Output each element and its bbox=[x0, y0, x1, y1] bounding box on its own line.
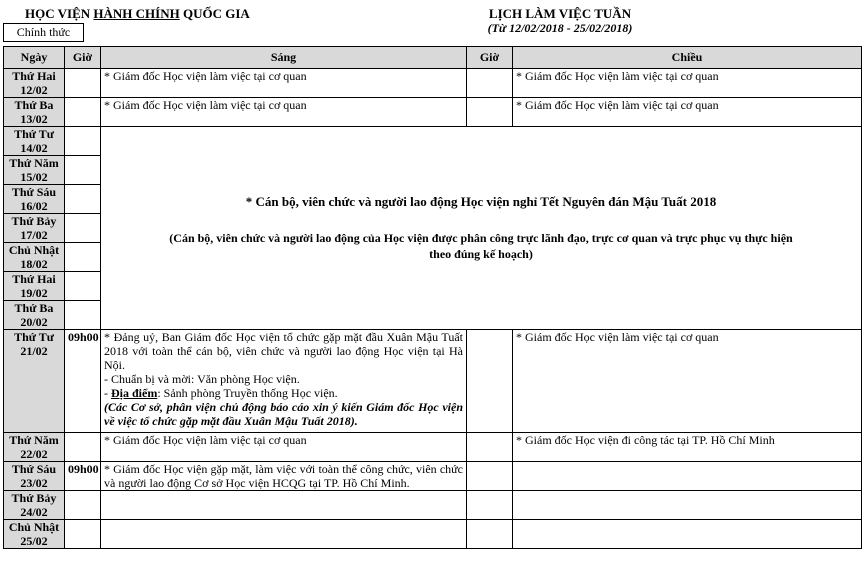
afternoon-activity bbox=[513, 462, 862, 491]
afternoon-activity bbox=[513, 491, 862, 520]
day-date: 14/02 bbox=[20, 141, 48, 155]
org-name-part: HỌC VIỆN bbox=[25, 6, 94, 21]
time-cell bbox=[65, 185, 101, 214]
day-name: Thứ Hai bbox=[12, 272, 56, 286]
day-cell bbox=[4, 272, 65, 301]
day-date: 20/02 bbox=[20, 315, 48, 329]
column-header-afternoon: Chiều bbox=[513, 47, 862, 69]
day-date: 13/02 bbox=[20, 112, 48, 126]
day-name: Thứ Tư bbox=[14, 330, 54, 344]
morning-activity: * Giám đốc Học viện làm việc tại cơ quan bbox=[101, 69, 467, 98]
column-header-day: Ngày bbox=[4, 47, 65, 69]
header-row bbox=[4, 47, 862, 69]
table-row bbox=[4, 98, 862, 127]
day-name: Thứ Sáu bbox=[11, 462, 57, 476]
column-header-time-afternoon: Giờ bbox=[467, 47, 513, 69]
day-name: Thứ Năm bbox=[9, 433, 59, 447]
day-cell bbox=[4, 330, 65, 433]
morning-activity bbox=[101, 330, 467, 433]
day-date: 19/02 bbox=[20, 286, 48, 300]
day-date: 12/02 bbox=[20, 83, 48, 97]
table-row bbox=[4, 520, 862, 549]
day-date: 16/02 bbox=[20, 199, 48, 213]
day-name: Thứ Bảy bbox=[11, 491, 57, 505]
time-cell: 09h00 bbox=[65, 462, 101, 491]
day-date: 24/02 bbox=[20, 505, 48, 519]
table-row bbox=[4, 69, 862, 98]
activity-note: (Các Cơ sở, phân viện chủ động báo cáo xin ý kiến Giám đốc Học viện về việc tổ chức gặp mặt đầu Xuân Mậu Tuất 2018). bbox=[104, 400, 463, 428]
day-name: Thứ Năm bbox=[9, 156, 59, 170]
time-cell bbox=[65, 301, 101, 330]
morning-activity: * Giám đốc Học viện gặp mặt, làm việc với toàn thể công chức, viên chức và người lao động Cơ sở Học viện HCQG tại TP. Hồ Chí Minh. bbox=[101, 462, 467, 491]
day-cell bbox=[4, 462, 65, 491]
day-cell bbox=[4, 243, 65, 272]
time-cell bbox=[467, 462, 513, 491]
day-cell bbox=[4, 301, 65, 330]
holiday-detail: (Cán bộ, viên chức và người lao động của Học viện được phân công trực lãnh đạo, trực cơ quan và trực phục vụ thực hiện theo đúng kế hoạch) bbox=[169, 231, 793, 261]
location-value: : Sảnh phòng Truyền thống Học viện. bbox=[157, 386, 338, 400]
time-cell bbox=[467, 491, 513, 520]
time-cell bbox=[65, 127, 101, 156]
afternoon-activity: * Giám đốc Học viện làm việc tại cơ quan bbox=[513, 69, 862, 98]
day-name: Thứ Sáu bbox=[11, 185, 57, 199]
official-status-label: Chính thức bbox=[3, 23, 84, 42]
column-header-time: Giờ bbox=[65, 47, 101, 69]
day-name: Thứ Hai bbox=[12, 69, 56, 83]
day-date: 21/02 bbox=[20, 344, 48, 358]
day-name: Chủ Nhật bbox=[8, 243, 60, 257]
time-cell bbox=[65, 520, 101, 549]
day-cell bbox=[4, 433, 65, 462]
page-title: LỊCH LÀM VIỆC TUẦN bbox=[488, 6, 632, 21]
time-cell bbox=[65, 243, 101, 272]
day-name: Thứ Tư bbox=[14, 127, 54, 141]
day-date: 18/02 bbox=[20, 257, 48, 271]
activity-preparation: - Chuẩn bị và mời: Văn phòng Học viện. bbox=[104, 372, 300, 386]
table-row bbox=[4, 330, 862, 433]
morning-activity bbox=[101, 520, 467, 549]
day-cell bbox=[4, 127, 65, 156]
time-cell bbox=[467, 69, 513, 98]
time-cell bbox=[65, 491, 101, 520]
time-cell bbox=[467, 433, 513, 462]
day-name: Thứ Ba bbox=[14, 301, 54, 315]
time-cell bbox=[65, 156, 101, 185]
day-date: 17/02 bbox=[20, 228, 48, 242]
time-cell bbox=[65, 98, 101, 127]
time-cell bbox=[65, 214, 101, 243]
table-row bbox=[4, 127, 862, 156]
afternoon-activity bbox=[513, 520, 862, 549]
time-cell bbox=[65, 433, 101, 462]
holiday-headline: * Cán bộ, viên chức và người lao động Học viện nghỉ Tết Nguyên đán Mậu Tuất 2018 bbox=[245, 194, 717, 209]
day-date: 25/02 bbox=[20, 534, 48, 548]
day-cell bbox=[4, 214, 65, 243]
time-cell bbox=[65, 272, 101, 301]
afternoon-activity: * Giám đốc Học viện đi công tác tại TP. Hồ Chí Minh bbox=[513, 433, 862, 462]
day-date: 23/02 bbox=[20, 476, 48, 490]
afternoon-activity: * Giám đốc Học viện làm việc tại cơ quan bbox=[513, 98, 862, 127]
time-cell bbox=[65, 69, 101, 98]
day-name: Chủ Nhật bbox=[8, 520, 60, 534]
activity-main: * Đảng uỷ, Ban Giám đốc Học viện tổ chức gặp mặt đầu Xuân Mậu Tuất 2018 với toàn thể cán bộ, viên chức và người lao động Học viện tại Hà Nội. bbox=[104, 330, 463, 372]
day-cell bbox=[4, 185, 65, 214]
schedule-table bbox=[3, 46, 862, 549]
time-cell bbox=[467, 520, 513, 549]
location-prefix: - bbox=[104, 386, 111, 400]
activity-location bbox=[104, 386, 463, 400]
time-cell: 09h00 bbox=[65, 330, 101, 433]
afternoon-activity: * Giám đốc Học viện làm việc tại cơ quan bbox=[513, 330, 862, 433]
location-label: Địa điểm bbox=[111, 386, 158, 400]
org-name-part: QUỐC GIA bbox=[179, 6, 250, 21]
date-range: (Từ 12/02/2018 - 25/02/2018) bbox=[487, 21, 633, 35]
day-name: Thứ Ba bbox=[14, 98, 54, 112]
column-header-morning: Sáng bbox=[101, 47, 467, 69]
holiday-notice bbox=[101, 127, 862, 330]
org-name-underlined: HÀNH CHÍNH bbox=[93, 6, 180, 21]
day-date: 15/02 bbox=[20, 170, 48, 184]
table-row bbox=[4, 433, 862, 462]
organization-name bbox=[25, 6, 250, 22]
table-row bbox=[4, 462, 862, 491]
day-cell bbox=[4, 520, 65, 549]
day-cell bbox=[4, 156, 65, 185]
day-cell bbox=[4, 98, 65, 127]
day-date: 22/02 bbox=[20, 447, 48, 461]
morning-activity: * Giám đốc Học viện làm việc tại cơ quan bbox=[101, 433, 467, 462]
time-cell bbox=[467, 330, 513, 433]
day-cell bbox=[4, 491, 65, 520]
day-cell bbox=[4, 69, 65, 98]
morning-activity: * Giám đốc Học viện làm việc tại cơ quan bbox=[101, 98, 467, 127]
time-cell bbox=[467, 98, 513, 127]
morning-activity bbox=[101, 491, 467, 520]
day-name: Thứ Bảy bbox=[11, 214, 57, 228]
table-row bbox=[4, 491, 862, 520]
